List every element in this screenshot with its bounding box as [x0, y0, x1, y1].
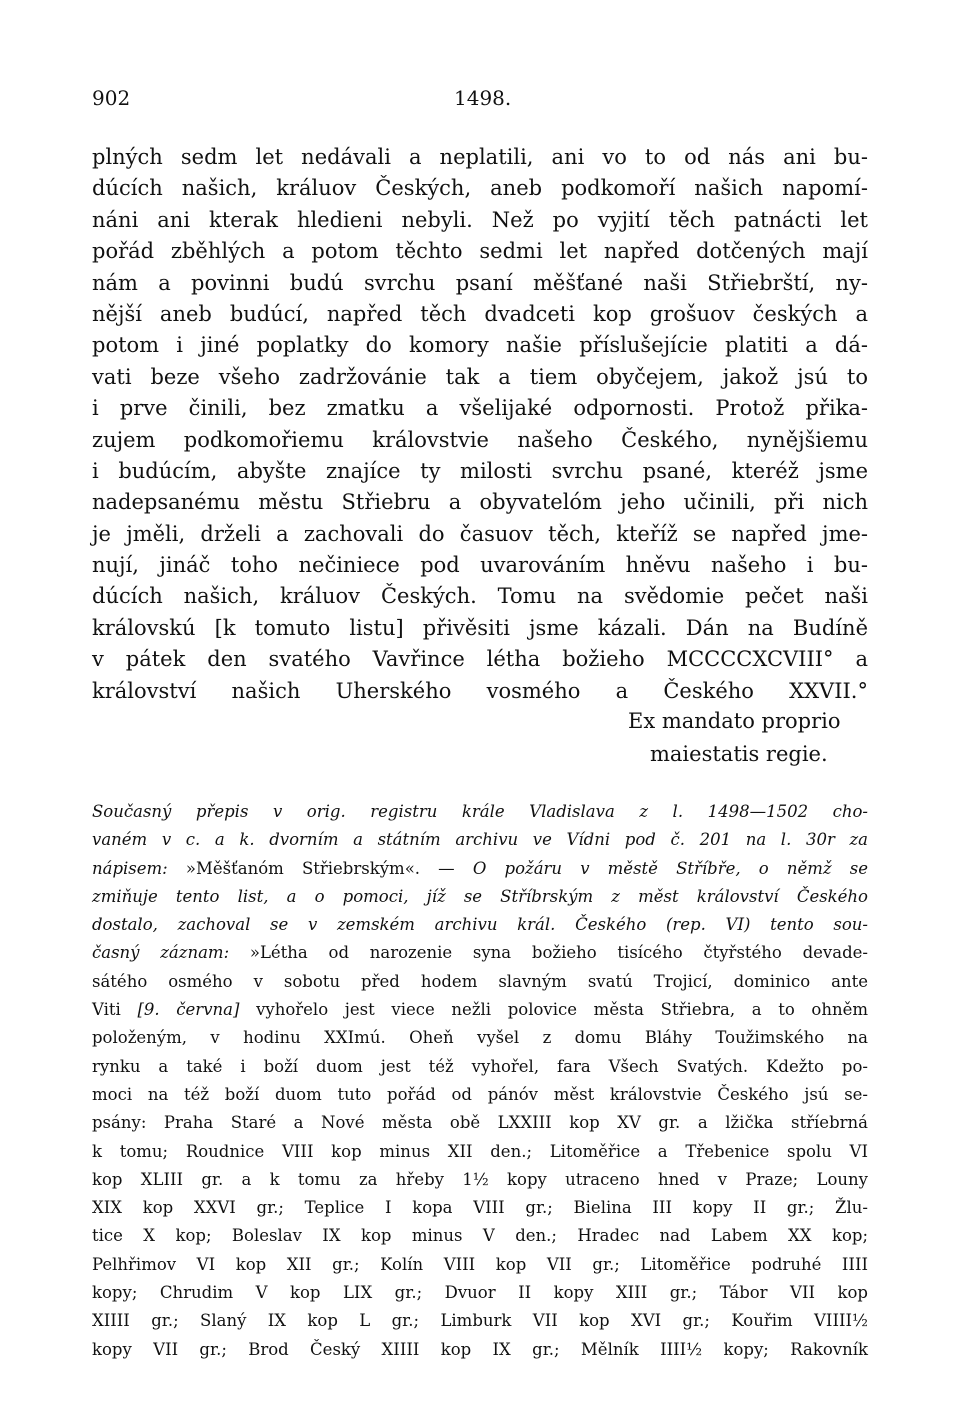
- note-line: [92, 883, 868, 911]
- note-segment: časný záznam:: [92, 943, 230, 963]
- note-segment: XIX kop XXVI gr.; Teplice I kopa VIII gr.; Bielina III kopy II gr.; Žlu-: [92, 1198, 868, 1218]
- note-line: [92, 1109, 868, 1137]
- note-segment: kopy VII gr.; Brod Český XIIII kop IX gr.; Mělník IIII½ kopy; Rakovník: [92, 1339, 868, 1359]
- text-line: dúcích našich, králuov Českých, aneb podkomoří našich napomí-: [92, 176, 868, 201]
- text-line: náni ani kterak hledieni nebyli. Než po vyjití těch patnácti let: [92, 207, 868, 232]
- text-line: nější aneb budúcí, napřed těch dvadceti kop grošuov českých a: [92, 301, 868, 326]
- note-line: [92, 968, 868, 996]
- note-segment: sátého osmého v sobotu před hodem slavným svatú Trojicí, dominico ante: [92, 971, 868, 991]
- text-line: je jměli, drželi a zachovali do časuov těch, kteříž se napřed jme-: [92, 521, 868, 546]
- note-segment: »Měšťanóm Střiebrským«. —: [167, 858, 473, 878]
- note-segment: vaném v c. a k. dvorním a státním archivu ve Vídni pod č. 201 na l. 30r za: [92, 830, 868, 850]
- note-segment: kop XLIII gr. a k tomu za hřeby 1½ kopy utraceno hned v Praze; Louny: [92, 1169, 868, 1189]
- note-segment: k tomu; Roudnice VIII kop minus XII den.; Litoměřice a Třebenice spolu VI: [92, 1141, 868, 1161]
- page-number: 902: [92, 86, 131, 110]
- signature-line: Ex mandato proprio: [628, 709, 841, 733]
- text-line: potom i jiné poplatky do komory našie příslušejície platiti a dá-: [92, 333, 868, 358]
- note-line: [92, 855, 868, 883]
- note-segment: tice X kop; Boleslav IX kop minus V den.; Hradec nad Labem XX kop;: [92, 1226, 868, 1246]
- note-line: [92, 1307, 868, 1335]
- note-line: [92, 1251, 868, 1279]
- note-line: [92, 1222, 868, 1250]
- text-line: pořád zběhlých a potom těchto sedmi let napřed dotčených mají: [92, 239, 868, 264]
- note-segment: XIIII gr.; Slaný IX kop L gr.; Limburk VII kop XVI gr.; Kouřim VIIII½: [92, 1311, 868, 1331]
- note-segment: zmiňuje tento list, a o pomoci, jíž se Stříbrským z měst království Českého: [92, 886, 868, 906]
- text-line: dúcích našich, králuov Českých. Tomu na svědomie pečet naši: [92, 584, 868, 609]
- text-line: plných sedm let nedávali a neplatili, ani vo to od nás ani bu-: [92, 145, 868, 169]
- note-segment: psány: Praha Staré a Nové města obě LXXIII kop XV gr. a lžička stříebrná: [92, 1113, 868, 1133]
- text-line: vati beze všeho zadržovánie tak a tiem obyčejem, jakož jsú to: [92, 364, 868, 389]
- note-line: [92, 1053, 868, 1081]
- note-line: [92, 826, 868, 854]
- note-segment: položeným, v hodinu XXImú. Oheň vyšel z domu Bláhy Toužimského na: [92, 1028, 868, 1048]
- note-line: [92, 939, 868, 967]
- note-line: [92, 911, 868, 939]
- note-segment: »Létha od narozenie syna božieho tisícého čtyřstého devade-: [229, 943, 868, 963]
- note-segment: moci na též boží duom tuto pořád od pánóv měst královstvie Českého jsú se-: [92, 1084, 868, 1104]
- note-line: [92, 798, 868, 826]
- note-segment: Viti: [92, 1000, 138, 1020]
- note-segment: O požáru v městě Stříbře, o němž se: [472, 858, 868, 878]
- text-line: i budúcím, abyšte znajíce ty milosti svrchu psané, kteréž jsme: [92, 458, 868, 483]
- chancery-signature: [620, 705, 880, 771]
- note-line: [92, 1279, 868, 1307]
- note-line: [92, 1138, 868, 1166]
- note-segment: rynku a také i boží duom jest též vyhořel, fara Všech Svatých. Kdežto po-: [92, 1056, 868, 1076]
- text-line: v pátek den svatého Vavřince létha božieho MCCCCXCVIII° a: [92, 647, 868, 672]
- note-segment: vyhořelo jest viece nežli polovice města Střiebra, a to ohněm: [239, 1000, 868, 1020]
- page-header: [92, 86, 868, 112]
- text-line: nadepsanému městu Střiebru a obyvatelóm jeho učinili, při nich: [92, 490, 868, 515]
- text-line: královskú [k tomuto listu] přivěsiti jsme kázali. Dán na Budíně: [92, 615, 868, 640]
- text-line: zujem podkomořiemu královstvie našeho Českého, nynějšiemu: [92, 427, 868, 452]
- note-line: [92, 1336, 868, 1364]
- text-line: nují, jináč toho nečiniece pod uvarováním hněvu našeho i bu-: [92, 553, 868, 578]
- text-line: království našich Uherského vosmého a Českého XXVII.°: [92, 678, 868, 703]
- note-segment: kopy; Chrudim V kop LIX gr.; Dvuor II kopy XIII gr.; Tábor VII kop: [92, 1283, 868, 1303]
- running-header-year: 1498.: [454, 86, 512, 110]
- note-segment: Současný přepis v orig. registru krále Vladislava z l. 1498—1502 cho-: [92, 802, 868, 821]
- note-segment: Pelhřimov VI kop XII gr.; Kolín VIII kop VII gr.; Litoměřice podruhé IIII: [92, 1254, 868, 1274]
- note-line: [92, 996, 868, 1024]
- note-line: [92, 1081, 868, 1109]
- note-segment: [9. června]: [137, 1000, 240, 1020]
- note-line: [92, 1166, 868, 1194]
- editorial-notes: [92, 798, 868, 1364]
- note-line: [92, 1194, 868, 1222]
- text-line: i prve činili, bez zmatku a všelijaké odpornosti. Protož přika-: [92, 396, 868, 421]
- note-segment: nápisem:: [92, 858, 168, 878]
- signature-line: maiestatis regie.: [650, 742, 828, 766]
- charter-text: [92, 142, 868, 707]
- text-line: nám a povinni budú svrchu psaní měšťané naši Střiebrští, ny-: [92, 270, 868, 295]
- note-segment: dostalo, zachoval se v zemském archivu král. Českého (rep. VI) tento sou-: [92, 915, 868, 935]
- note-line: [92, 1024, 868, 1052]
